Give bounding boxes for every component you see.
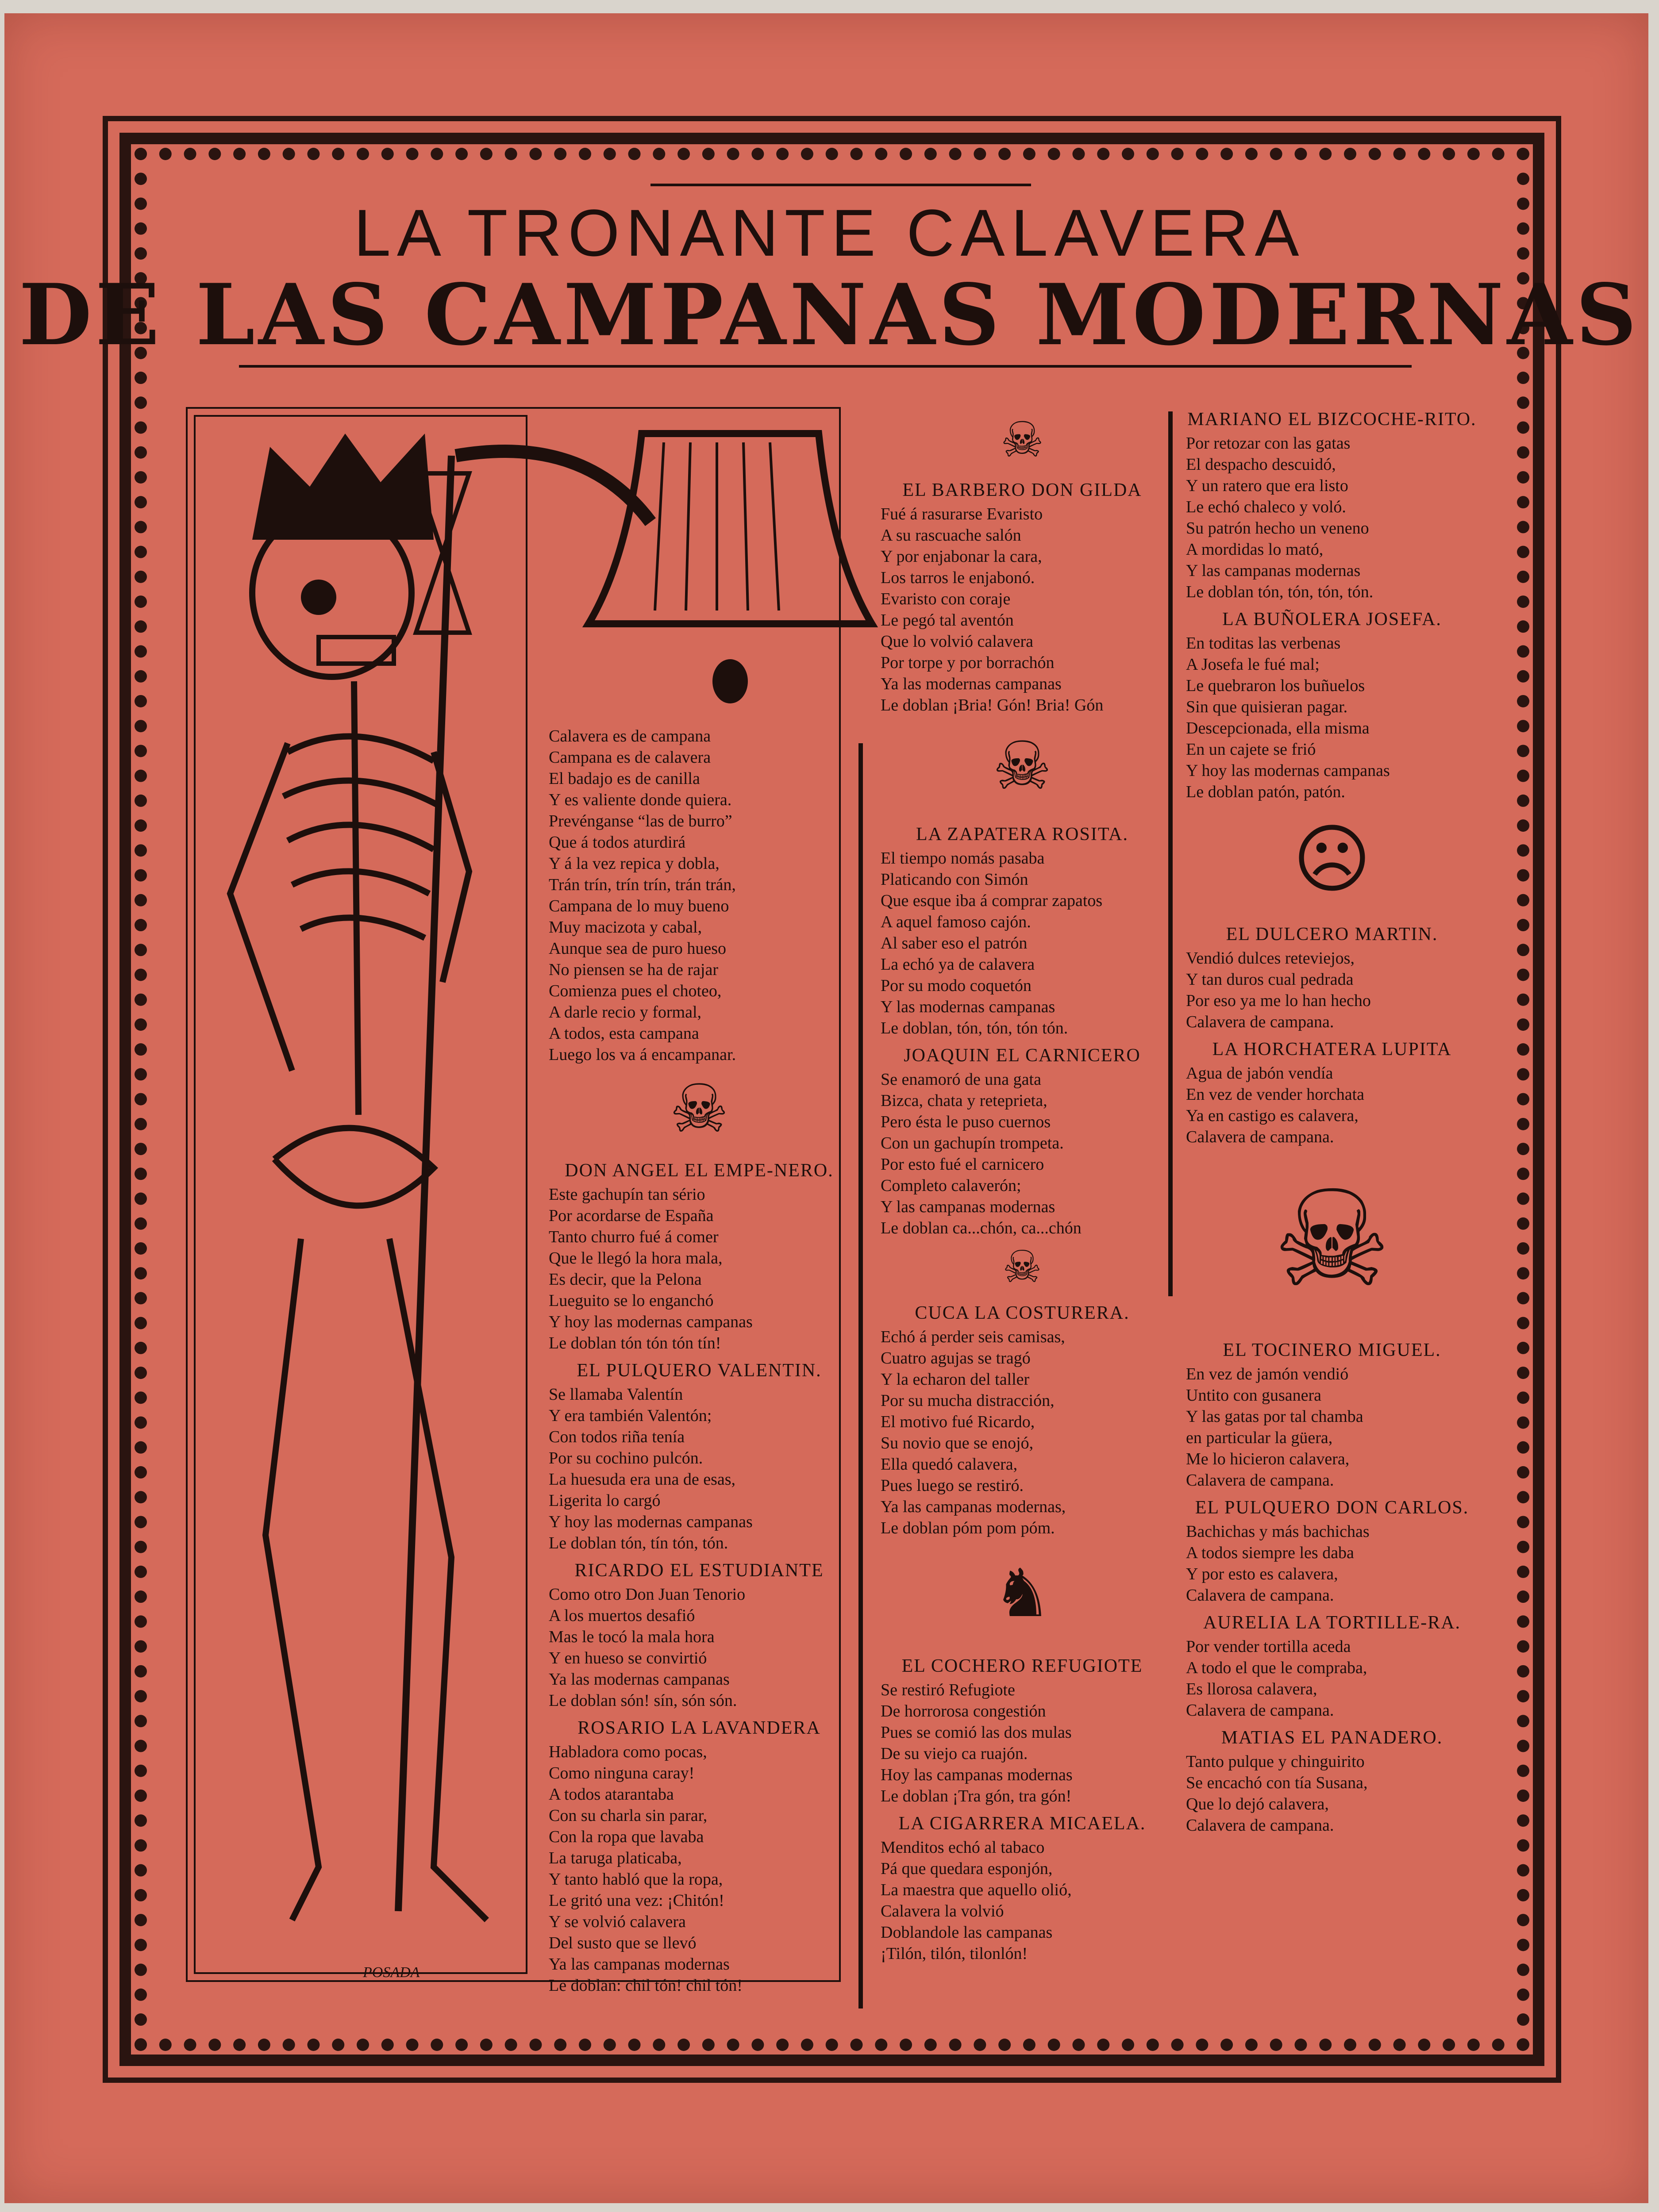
verse-line: De horrorosa congestión [881, 1702, 1046, 1720]
verse-line: Calavera la volvió [881, 1902, 1004, 1920]
verse-line: Me lo hicieron calavera, [1186, 1450, 1350, 1468]
verse-line: Vendió dulces reteviejos, [1186, 949, 1355, 968]
verse-line: Tanto churro fué á comer [549, 1228, 719, 1246]
column-3 [1186, 403, 1478, 1836]
verse-line: A todos, esta campana [549, 1024, 699, 1043]
verse-line: Y las campanas modernas [881, 1198, 1055, 1216]
verse-line: Se restiró Refugiote [881, 1681, 1015, 1699]
verse-title: EL PULQUERO VALENTIN. [577, 1360, 822, 1381]
verse-line: Completo calaverón; [881, 1176, 1021, 1195]
verse-line: Como ninguna caray! [549, 1764, 695, 1782]
skull-with-beret-icon: ☠ [1272, 1167, 1392, 1314]
verse-title: LA CIGARRERA MICAELA. [898, 1813, 1146, 1834]
verse-line: Le doblan patón, patón. [1186, 783, 1345, 801]
verse-line: Calavera es de campana [549, 727, 711, 745]
verse-line: Por su mucha distracción, [881, 1391, 1055, 1410]
column-1 [549, 726, 850, 1996]
verse-line: Le doblan ¡Bria! Gón! Bria! Gón [881, 696, 1104, 714]
skull-ornament-icon: ☠ [1002, 1243, 1042, 1292]
verse-line: Campana es de calavera [549, 748, 711, 767]
verse-line: Su patrón hecho un veneno [1186, 519, 1369, 538]
verse-line: Que le llegó la hora mala, [549, 1249, 723, 1267]
verse-line: Y la echaron del taller [881, 1370, 1030, 1389]
verse-line: Por su modo coquetón [881, 976, 1032, 995]
verse-title: JOAQUIN EL CARNICERO [904, 1045, 1141, 1066]
verse-line: Y á la vez repica y dobla, [549, 854, 720, 873]
dancing-skeleton-icon: ☠ [992, 730, 1052, 803]
verse-title: CUCA LA COSTURERA. [915, 1303, 1130, 1323]
column-rule-right [1168, 411, 1173, 1296]
verse-title: AURELIA LA TORTILLE-RA. [1203, 1613, 1461, 1633]
verse-line: Habladora como pocas, [549, 1743, 707, 1761]
verse-line: Por retozar con las gatas [1186, 434, 1351, 453]
verse-line: Con un gachupín trompeta. [881, 1134, 1064, 1152]
artist-signature: POSADA [363, 1964, 420, 1981]
verse-line: Con todos riña tenía [549, 1428, 685, 1446]
verse-line: En toditas las verbenas [1186, 634, 1341, 653]
verse-line: Echó á perder seis camisas, [881, 1328, 1065, 1346]
verse-line: Y hoy las modernas campanas [549, 1313, 753, 1331]
verse-line: Le gritó una vez: ¡Chitón! [549, 1891, 724, 1910]
verse-line: Pues se comió las dos mulas [881, 1723, 1072, 1742]
verse-line: La taruga platicaba, [549, 1849, 682, 1867]
verse-line: En vez de jamón vendió [1186, 1365, 1349, 1383]
verse-line: No piensen se ha de rajar [549, 960, 719, 979]
title-line-2: DE LAS CAMPANAS MODERNAS [19, 265, 1640, 364]
verse-line: Le doblan tón, tón, tón, tón. [1186, 583, 1374, 601]
verse-line: Calavera de campana. [1186, 1013, 1334, 1031]
verse-line: Le echó chaleco y voló. [1186, 498, 1346, 516]
verse-line: A todo el que le compraba, [1186, 1659, 1367, 1677]
verse-line: Es decir, que la Pelona [549, 1270, 702, 1289]
verse-line: Que lo dejó calavera, [1186, 1795, 1329, 1813]
verse-title: EL PULQUERO DON CARLOS. [1195, 1498, 1469, 1518]
verse-line: Por esto fué el carnicero [881, 1155, 1044, 1174]
verse-line: Por eso ya me lo han hecho [1186, 991, 1371, 1010]
verse-line: A mordidas lo mató, [1186, 540, 1324, 559]
verse-title: LA HORCHATERA LUPITA [1212, 1039, 1452, 1060]
verse-line: En un cajete se frió [1186, 740, 1316, 759]
verse-line: Le doblan, tón, tón, tón tón. [881, 1019, 1068, 1037]
verse-line: Sin que quisieran pagar. [1186, 698, 1348, 716]
verse-line: Calavera de campana. [1186, 1816, 1334, 1835]
verse-line: A los muertos desafió [549, 1606, 695, 1625]
verse-title: EL COCHERO REFUGIOTE [901, 1656, 1143, 1676]
verse-line: Campana de lo muy bueno [549, 897, 729, 915]
verse-line: Y se volvió calavera [549, 1912, 686, 1931]
verse-line: Y es valiente donde quiera. [549, 791, 732, 809]
verse-line: Calavera de campana. [1186, 1128, 1334, 1146]
verse-line: A darle recio y formal, [549, 1003, 702, 1022]
intro-verse [549, 726, 850, 1065]
column-2 [881, 407, 1164, 1964]
verse-title: RICARDO EL ESTUDIANTE [574, 1560, 824, 1581]
verse-line: El motivo fué Ricardo, [881, 1413, 1035, 1431]
verse-line: Le doblan ca...chón, ca...chón [881, 1219, 1082, 1237]
verse-line: Cuatro agujas se tragó [881, 1349, 1031, 1367]
verse-title: MATIAS EL PANADERO. [1221, 1728, 1443, 1748]
verse-line: Ya en castigo es calavera, [1186, 1106, 1359, 1125]
verse-line: A todos siempre les daba [1186, 1544, 1354, 1562]
verse-line: La echó ya de calavera [881, 955, 1035, 974]
skull-with-hat-icon: ☠ [1000, 413, 1044, 467]
verse-line: Que esque iba á comprar zapatos [881, 891, 1103, 910]
verse-title: EL BARBERO DON GILDA [902, 480, 1142, 500]
verse-line: Su novio que se enojó, [881, 1434, 1034, 1452]
verse-line: A Josefa le fué mal; [1186, 655, 1320, 674]
title-bottom-rule [239, 365, 1412, 368]
verse-line: Y hoy las modernas campanas [549, 1513, 753, 1531]
bell-illustration [575, 416, 885, 703]
verse-line: Pero ésta le puso cuernos [881, 1113, 1051, 1131]
verse-line: Ella quedó calavera, [881, 1455, 1018, 1474]
verse-line: Le doblan ¡Tra gón, tra gón! [881, 1787, 1072, 1805]
verse-line: Por su cochino pulcón. [549, 1449, 703, 1467]
verse-title: EL DULCERO MARTIN. [1226, 924, 1438, 945]
verse-line: Platicando con Simón [881, 870, 1028, 889]
verse-line: Y por esto es calavera, [1186, 1565, 1338, 1583]
verse-title: EL TOCINERO MIGUEL. [1223, 1340, 1441, 1360]
verse-line: Al saber eso el patrón [881, 934, 1028, 952]
verse-line: Le pegó tal aventón [881, 611, 1014, 630]
verse-line: Y las campanas modernas [1186, 561, 1361, 580]
verse-line: Ligerita lo cargó [549, 1491, 661, 1510]
verse-line: Le doblan són! sín, són són. [549, 1691, 737, 1710]
verse-line: Lueguito se lo enganchó [549, 1291, 714, 1310]
verse-line: Comienza pues el choteo, [549, 982, 722, 1000]
verse-line: Y tanto habló que la ropa, [549, 1870, 723, 1889]
verse-line: Y las modernas campanas [881, 998, 1055, 1016]
verse-line: Prevénganse “las de burro” [549, 812, 732, 830]
verse-line: Evaristo con coraje [881, 590, 1011, 608]
horse-carriage-icon: ♞ [992, 1557, 1052, 1631]
verse-line: Doblandole las campanas [881, 1923, 1053, 1942]
verse-title: MARIANO EL BIZCOCHE-RITO. [1187, 409, 1477, 430]
verse-line: Y hoy las modernas campanas [1186, 761, 1390, 780]
verse-line: Le doblan tón, tín tón, tón. [549, 1534, 728, 1552]
verse-line: Bachichas y más bachichas [1186, 1522, 1370, 1541]
verse-line: Le doblan tón tón tón tín! [549, 1334, 721, 1352]
verse-line: El tiempo nomás pasaba [881, 849, 1045, 868]
verse-line: Y un ratero que era listo [1186, 476, 1348, 495]
verse-line: Agua de jabón vendía [1186, 1064, 1333, 1083]
verse-line: Bizca, chata y reteprieta, [881, 1091, 1047, 1110]
verse-line: Descepcionada, ella misma [1186, 719, 1370, 737]
column-rule-left [858, 743, 863, 2008]
verse-line: Le doblan: chil tón! chil tón! [549, 1976, 743, 1995]
verse-line: Aunque sea de puro hueso [549, 939, 727, 958]
verse-line: Tanto pulque y chinguirito [1186, 1752, 1365, 1771]
verse-line: Le doblan póm pom póm. [881, 1519, 1055, 1537]
verse-line: Este gachupín tan sério [549, 1185, 705, 1204]
verse-line: Con su charla sin parar, [549, 1806, 708, 1825]
verse-line: Luego los va á encampanar. [549, 1045, 736, 1064]
verse-line: Mas le tocó la mala hora [549, 1628, 715, 1646]
bald-man-portrait-icon: ☹ [1293, 818, 1371, 902]
verse-line: En vez de vender horchata [1186, 1085, 1365, 1104]
verse-line: Se encachó con tía Susana, [1186, 1774, 1368, 1792]
verse-line: Y en hueso se convirtió [549, 1649, 707, 1667]
verse-line: Se enamoró de una gata [881, 1070, 1041, 1089]
verse-title: ROSARIO LA LAVANDERA [577, 1718, 821, 1738]
verse-line: Se llamaba Valentín [549, 1385, 683, 1404]
verse-line: Que á todos aturdirá [549, 833, 686, 852]
verse-line: Fué á rasurarse Evaristo [881, 505, 1043, 523]
verse-line: Con la ropa que lavaba [549, 1828, 704, 1846]
verse-line: Y era también Valentón; [549, 1406, 712, 1425]
verse-line: Ya las campanas modernas [549, 1955, 730, 1974]
verse-line: Calavera de campana. [1186, 1586, 1334, 1605]
verse-line: De su viejo ca ruajón. [881, 1744, 1028, 1763]
verse-line: A todos atarantaba [549, 1785, 674, 1804]
verse-title: LA BUÑOLERA JOSEFA. [1222, 609, 1442, 630]
verse-line: Hoy las campanas modernas [881, 1766, 1073, 1784]
verse-line: El despacho descuidó, [1186, 455, 1336, 474]
skull-ornament-icon: ☠ [669, 1073, 729, 1146]
verse-line: Ya las modernas campanas [549, 1670, 730, 1689]
verse-line: Y por enjabonar la cara, [881, 547, 1042, 566]
verse-line: Y las gatas por tal chamba [1186, 1407, 1363, 1426]
verse-line: Muy macizota y cabal, [549, 918, 702, 937]
verse-line: Del susto que se llevó [549, 1934, 697, 1952]
verse-line: Por torpe y por borrachón [881, 653, 1055, 672]
verse-line: Es llorosa calavera, [1186, 1680, 1317, 1698]
verse-line: Los tarros le enjabonó. [881, 568, 1035, 587]
verse-line: A su rascuache salón [881, 526, 1021, 545]
verse-line: Ya las campanas modernas, [881, 1498, 1066, 1516]
verse-line: Pá que quedara esponjón, [881, 1859, 1053, 1878]
verse-line: Trán trín, trín trín, trán trán, [549, 876, 736, 894]
title-top-rule [651, 184, 1031, 186]
verse-line: Menditos echó al tabaco [881, 1838, 1045, 1857]
verse-line: Por vender tortilla aceda [1186, 1637, 1351, 1656]
verse-line: Como otro Don Juan Tenorio [549, 1585, 746, 1604]
verse-line: en particular la güera, [1186, 1429, 1333, 1447]
verse-line: Calavera de campana. [1186, 1701, 1334, 1720]
verse-line: Ya las modernas campanas [881, 675, 1062, 693]
verse-line: Por acordarse de España [549, 1206, 714, 1225]
verse-line: Untito con gusanera [1186, 1386, 1322, 1405]
verse-title: DON ANGEL EL EMPE-NERO. [565, 1160, 834, 1181]
verse-line: Calavera de campana. [1186, 1471, 1334, 1490]
verse-line: La maestra que aquello olió, [881, 1881, 1072, 1899]
verse-line: ¡Tilón, tilón, tilonlón! [881, 1944, 1028, 1963]
verse-line: Y tan duros cual pedrada [1186, 970, 1354, 989]
verse-line: Que lo volvió calavera [881, 632, 1034, 651]
verse-line: Le quebraron los buñuelos [1186, 676, 1365, 695]
verse-line: El badajo es de canilla [549, 769, 700, 788]
verse-line: Pues luego se restiró. [881, 1476, 1024, 1495]
title-line-1: LA TRONANTE CALAVERA [354, 196, 1305, 270]
verse-title: LA ZAPATERA ROSITA. [916, 824, 1128, 845]
verse-line: A aquel famoso cajón. [881, 913, 1031, 931]
verse-line: La huesuda era una de esas, [549, 1470, 736, 1489]
